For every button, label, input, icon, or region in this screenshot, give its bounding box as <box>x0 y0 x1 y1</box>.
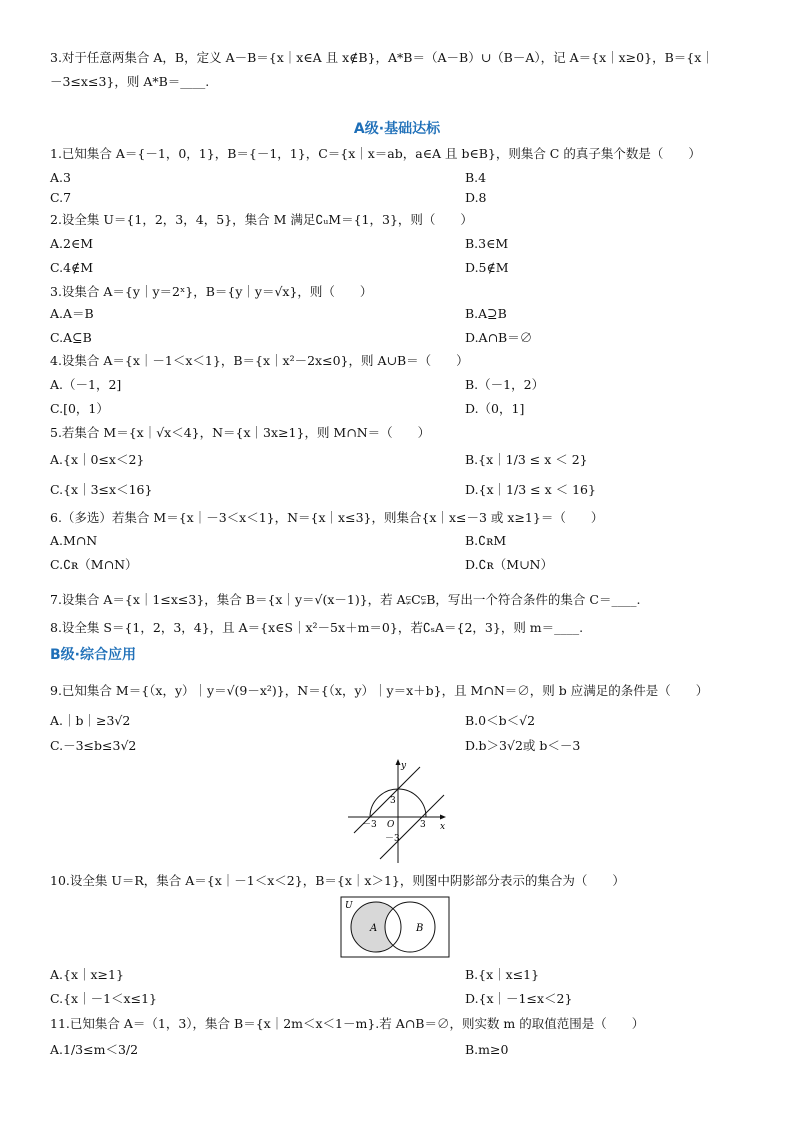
y-axis-label: y <box>401 761 407 771</box>
q9-option-d: D.b＞3√2或 b＜－3 <box>465 738 581 753</box>
q2-option-b: B.3∈M <box>465 236 509 251</box>
q1-option-b: B.4 <box>465 170 487 185</box>
q5-option-b: B.{x｜1/3 ≤ x ＜ 2} <box>465 452 588 467</box>
q6-option-a: A.M∩N <box>50 533 98 548</box>
q3-option-c: C.A⊆B <box>50 330 92 345</box>
tick-label-y-neg3: －3 <box>385 834 400 844</box>
venn-label-b: B <box>416 923 424 934</box>
q4-stem: 4.设集合 A＝{x｜－1＜x＜1}，B＝{x｜x²－2x≤0}，则 A∪B＝（ ） <box>50 353 469 368</box>
q10-option-b: B.{x｜x≤1} <box>465 967 540 982</box>
x-axis-label: x <box>440 822 446 832</box>
set-b-circle <box>385 902 435 952</box>
q5-option-a: A.{x｜0≤x＜2} <box>50 452 145 467</box>
q9-option-b: B.0＜b＜√2 <box>465 713 536 728</box>
q1-option-a: A.3 <box>50 170 71 185</box>
q8-stem: 8.设全集 S＝{1，2，3，4}，且 A＝{x∈S｜x²－5x＋m＝0}，若∁ₛA＝{2，3}，则 m＝____. <box>50 620 584 635</box>
q7-stem: 7.设集合 A＝{x｜1≤x≤3}，集合 B＝{x｜y＝√(x－1)}，若 A⫋C⫋B，写出一个符合条件的集合 C＝____. <box>50 592 641 607</box>
tick-label-x-3: 3 <box>420 820 426 830</box>
q11-option-a: A.1/3≤m＜3/2 <box>50 1042 139 1057</box>
q9-option-a: A.｜b｜≥3√2 <box>50 713 131 728</box>
x-axis-arrow-icon <box>440 815 446 820</box>
q3-option-a: A.A＝B <box>50 306 94 321</box>
origin-label: O <box>387 820 395 830</box>
y-axis-arrow-icon <box>396 759 401 765</box>
q10-venn-diagram <box>340 896 450 958</box>
q11-option-b: B.m≥0 <box>465 1042 509 1057</box>
q6-option-b: B.∁ʀM <box>465 533 507 548</box>
q11-stem: 11.已知集合 A＝（1，3），集合 B＝{x｜2m＜x＜1－m}.若 A∩B＝∅，则实数 m 的取值范围是（ ） <box>50 1016 645 1031</box>
tick-label-x-neg3: －3 <box>362 820 377 830</box>
venn-label-u: U <box>345 901 353 911</box>
q10-option-d: D.{x｜－1≤x＜2} <box>465 991 573 1006</box>
q6-option-c: C.∁ʀ（M∩N） <box>50 557 138 572</box>
q3-option-d: D.A∩B＝∅ <box>465 330 533 345</box>
q10-option-a: A.{x｜x≥1} <box>50 967 124 982</box>
q2-stem: 2.设全集 U＝{1，2，3，4，5}，集合 M 满足∁ᵤM＝{1，3}，则（ ） <box>50 212 473 227</box>
q5-option-c: C.{x｜3≤x＜16} <box>50 482 153 497</box>
section-b-heading: B级·综合应用 <box>50 647 136 663</box>
q1-option-d: D.8 <box>465 190 487 205</box>
q4-option-d: D.（0，1] <box>465 401 525 416</box>
q2-option-c: C.4∉M <box>50 260 94 275</box>
q3-prev-line1: 3.对于任意两集合 A，B，定义 A－B＝{x｜x∈A 且 x∉B}，A*B＝（A－B）∪（B－A），记 A＝{x｜x≥0}，B＝{x｜ <box>50 50 714 65</box>
q9-coordinate-graph <box>340 755 450 865</box>
q4-option-a: A.（－1，2] <box>50 377 122 392</box>
venn-label-a: A <box>370 923 378 934</box>
q3-prev-line2: －3≤x≤3}，则 A*B＝____. <box>50 74 210 89</box>
section-a-heading: A级·基础达标 <box>353 121 441 137</box>
q10-stem: 10.设全集 U＝R，集合 A＝{x｜－1＜x＜2}，B＝{x｜x＞1}，则图中阴影部分表示的集合为（ ） <box>50 873 625 888</box>
q9-stem: 9.已知集合 M＝{（x，y）｜y＝√(9－x²)}，N＝{（x，y）｜y＝x＋b}，且 M∩N＝∅，则 b 应满足的条件是（ ） <box>50 683 709 698</box>
q1-option-c: C.7 <box>50 190 72 205</box>
q3-stem: 3.设集合 A＝{y｜y＝2ˣ}，B＝{y｜y＝√x}，则（ ） <box>50 284 373 299</box>
q6-option-d: D.∁ʀ（M∪N） <box>465 557 553 572</box>
q6-stem: 6.（多选）若集合 M＝{x｜－3＜x＜1}，N＝{x｜x≤3}，则集合{x｜x≤－3 或 x≥1}＝（ ） <box>50 510 604 525</box>
q2-option-a: A.2∈M <box>50 236 94 251</box>
q2-option-d: D.5∉M <box>465 260 509 275</box>
q4-option-c: C.[0，1） <box>50 401 109 416</box>
q1-stem: 1.已知集合 A＝{－1，0，1}，B＝{－1，1}，C＝{x｜x＝ab，a∈A 且 b∈B}，则集合 C 的真子集个数是（ ） <box>50 146 701 161</box>
q5-option-d: D.{x｜1/3 ≤ x ＜ 16} <box>465 482 596 497</box>
tick-label-y-3: 3 <box>390 796 396 806</box>
q3-option-b: B.A⊇B <box>465 306 507 321</box>
q10-option-c: C.{x｜－1＜x≤1} <box>50 991 157 1006</box>
q9-option-c: C.－3≤b≤3√2 <box>50 738 137 753</box>
q4-option-b: B.（－1，2） <box>465 377 545 392</box>
q5-stem: 5.若集合 M＝{x｜√x＜4}，N＝{x｜3x≥1}，则 M∩N＝（ ） <box>50 425 431 440</box>
